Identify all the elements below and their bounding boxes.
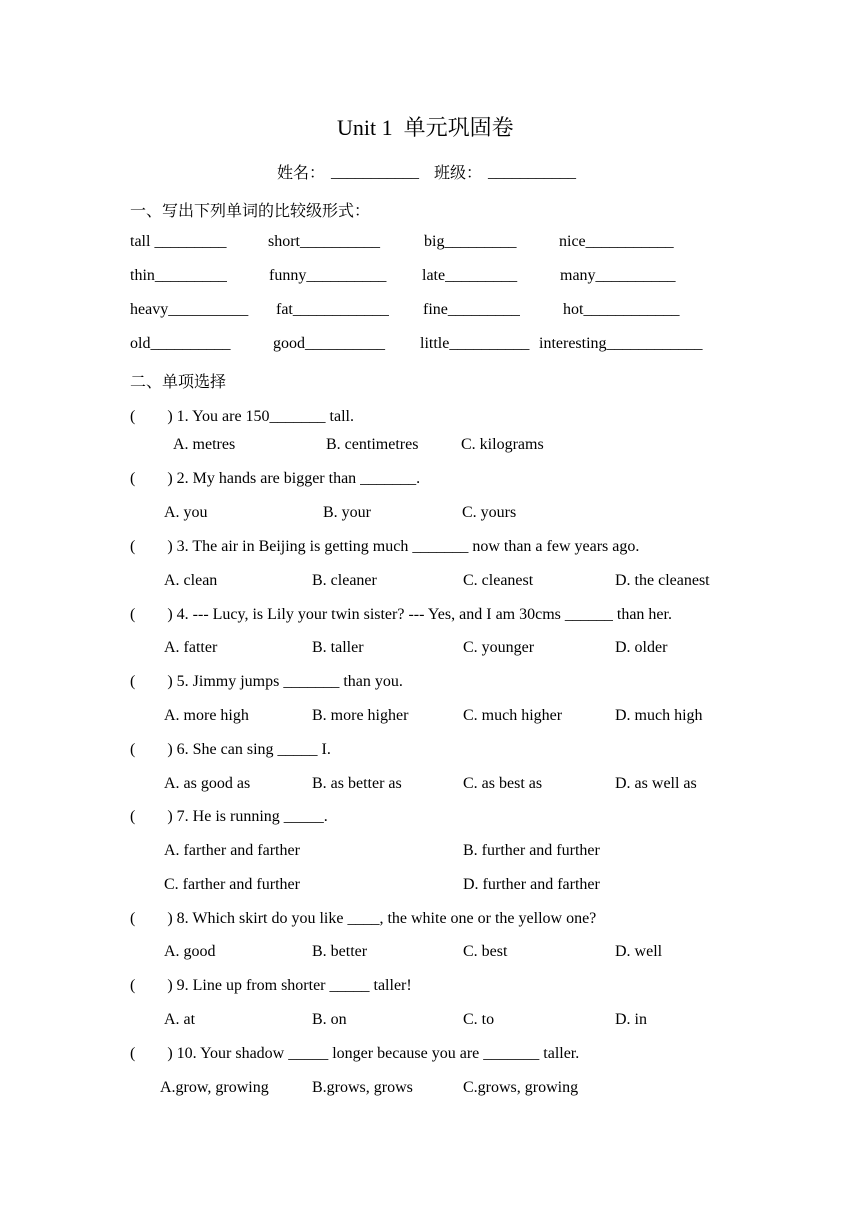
option: A. at: [164, 1011, 196, 1028]
option: B. as better as: [312, 775, 402, 792]
option: B. your: [323, 504, 371, 521]
word-item: little__________: [420, 335, 530, 352]
option: A. clean: [164, 572, 218, 589]
word-item: short__________: [268, 233, 380, 250]
word-item: funny__________: [269, 267, 387, 284]
option: C. kilograms: [461, 436, 544, 453]
option: C. much higher: [463, 707, 563, 724]
option: C.grows, growing: [463, 1079, 579, 1096]
class-blank: ___________: [488, 164, 576, 181]
option: C. as best as: [463, 775, 543, 792]
question-stem: ( ) 3. The air in Beijing is getting much _______ now than a few years ago.: [130, 538, 640, 555]
word-item: fat____________: [276, 301, 389, 318]
option: B. on: [312, 1011, 347, 1028]
option: C. best: [463, 943, 508, 960]
section1-heading: 一、写出下列单词的比较级形式：: [130, 201, 371, 220]
option: D. the cleanest: [615, 572, 710, 589]
question-stem: ( ) 5. Jimmy jumps _______ than you.: [130, 673, 403, 690]
class-label: 班级：: [434, 163, 483, 182]
word-item: good__________: [273, 335, 385, 352]
option: D. much high: [615, 707, 703, 724]
question-stem: ( ) 9. Line up from shorter _____ taller!: [130, 977, 412, 994]
option: D. further and farther: [463, 876, 600, 893]
question-stem: ( ) 7. He is running _____.: [130, 808, 328, 825]
question-stem: ( ) 6. She can sing _____ I.: [130, 741, 331, 758]
question-stem: ( ) 4. --- Lucy, is Lily your twin sister? --- Yes, and I am 30cms ______ than her.: [130, 606, 672, 623]
option: C. yours: [462, 504, 517, 521]
word-item: big_________: [424, 233, 517, 250]
name-label: 姓名：: [277, 163, 326, 182]
option: C. younger: [463, 639, 535, 656]
question-stem: ( ) 10. Your shadow _____ longer because you are _______ taller.: [130, 1045, 580, 1062]
option: B. further and further: [463, 842, 600, 859]
section2-heading: 二、单项选择: [130, 372, 227, 391]
word-item: tall _________: [130, 233, 227, 250]
question-stem: ( ) 8. Which skirt do you like ____, the white one or the yellow one?: [130, 910, 597, 927]
option: B. cleaner: [312, 572, 377, 589]
option: A. good: [164, 943, 216, 960]
option: A. more high: [164, 707, 249, 724]
option: B. better: [312, 943, 368, 960]
name-blank: ___________: [331, 164, 419, 181]
word-item: old__________: [130, 335, 231, 352]
word-item: nice___________: [559, 233, 674, 250]
option: A. you: [164, 504, 208, 521]
option: D. as well as: [615, 775, 697, 792]
option: B. centimetres: [326, 436, 419, 453]
word-item: heavy__________: [130, 301, 249, 318]
option: B.grows, grows: [312, 1079, 413, 1096]
word-item: fine_________: [423, 301, 520, 318]
option: C. farther and further: [164, 876, 300, 893]
page-title: Unit 1 单元巩固卷: [337, 115, 514, 140]
word-item: hot____________: [563, 301, 680, 318]
word-item: thin_________: [130, 267, 227, 284]
option: A. farther and farther: [164, 842, 300, 859]
option: A.grow, growing: [160, 1079, 269, 1096]
option: D. in: [615, 1011, 647, 1028]
option: D. older: [615, 639, 668, 656]
option: C. cleanest: [463, 572, 534, 589]
option: A. metres: [173, 436, 236, 453]
option: A. as good as: [164, 775, 251, 792]
word-item: many__________: [560, 267, 676, 284]
option: B. more higher: [312, 707, 409, 724]
word-item: late_________: [422, 267, 518, 284]
option: B. taller: [312, 639, 364, 656]
word-item: interesting____________: [539, 335, 703, 352]
question-stem: ( ) 1. You are 150_______ tall.: [130, 408, 354, 425]
option: A. fatter: [164, 639, 218, 656]
option: C. to: [463, 1011, 495, 1028]
question-stem: ( ) 2. My hands are bigger than _______.: [130, 470, 421, 487]
option: D. well: [615, 943, 663, 960]
